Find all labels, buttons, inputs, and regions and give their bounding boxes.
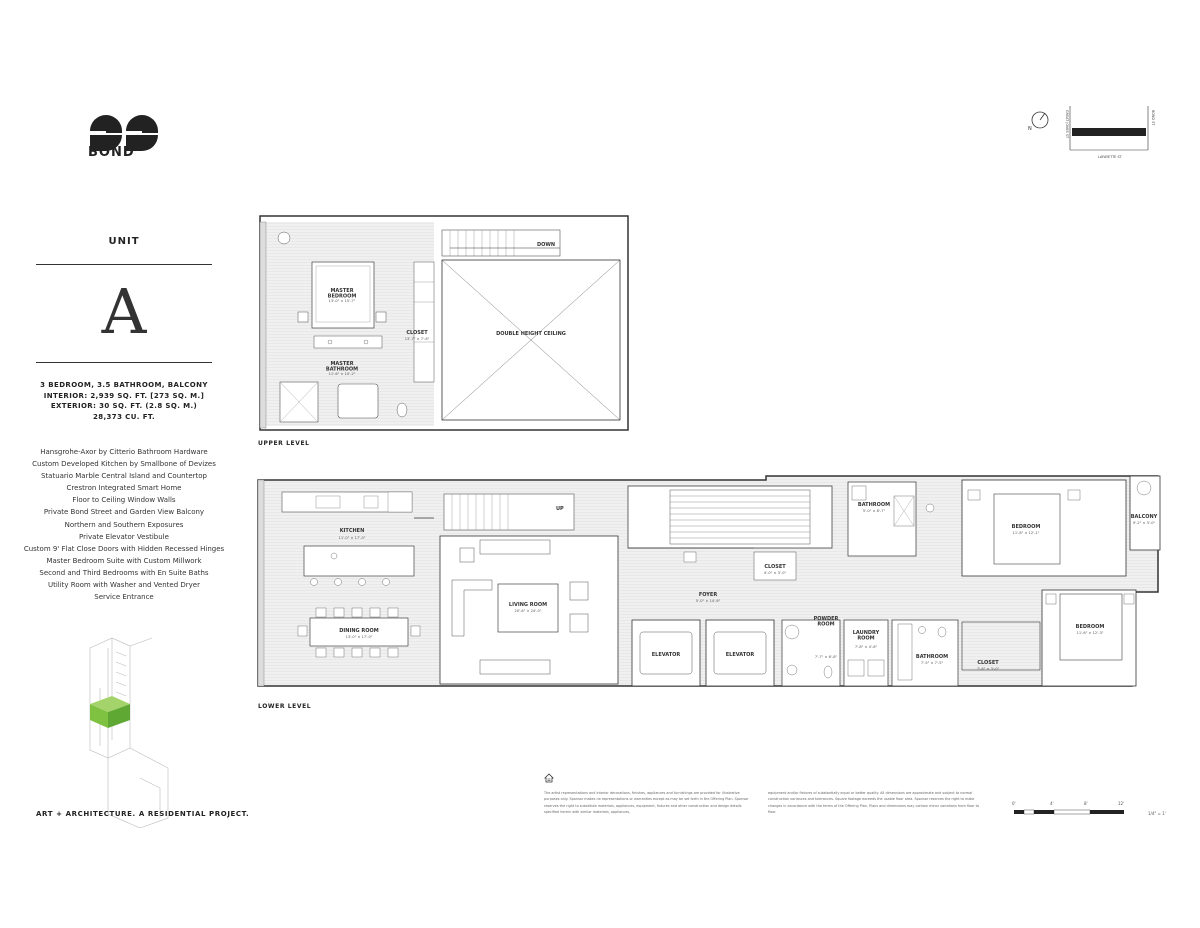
kitchen-label: KITCHEN — [339, 528, 365, 534]
closet1-dims: 4'-0" × 3'-0" — [763, 571, 787, 575]
feature-item: Crestron Integrated Smart Home — [66, 484, 182, 493]
lower-level-plan — [254, 472, 1166, 694]
scale-tick: 4' — [1050, 801, 1054, 806]
feature-item: Private Bond Street and Garden View Balcony — [43, 508, 205, 517]
feature-item: Northern and Southern Exposures — [64, 520, 184, 529]
upper-level-label: UPPER LEVEL — [258, 440, 310, 447]
bath1-dims: 7'-5" × 7'-5" — [920, 661, 944, 665]
closet1-label: CLOSET — [764, 564, 786, 570]
upper-level-plan — [254, 210, 634, 435]
bedroom2-dims: 11'-6" × 12'-3" — [1076, 631, 1104, 635]
bath2-label: BATHROOM — [857, 502, 891, 508]
feature-item: Private Elevator Vestibule — [79, 532, 169, 541]
unit-interior: INTERIOR: 2,939 SQ. FT. [273 SQ. M.] — [43, 391, 205, 400]
foyer-dims: 5'-0" × 14'-6" — [695, 599, 721, 603]
living-label: LIVING ROOM — [508, 602, 548, 608]
elevator1-label: ELEVATOR — [651, 652, 681, 658]
equal-housing-icon — [544, 773, 554, 783]
bath1-label: BATHROOM — [915, 654, 949, 660]
unit-specs — [36, 380, 212, 422]
bedroom1-label: BEDROOM — [1011, 524, 1041, 530]
elevator2-label: ELEVATOR — [725, 652, 755, 658]
scale-tick: 0' — [1012, 801, 1016, 806]
feature-item: Custom 9' Flat Close Doors with Hidden Recessed Hinges — [23, 544, 225, 553]
laundry-label: LAUNDRY ROOM — [852, 630, 880, 642]
closet-label: CLOSET — [406, 330, 428, 336]
stair-up-label: UP — [556, 506, 564, 512]
powder-dims: 7'-7" × 6'-8" — [814, 655, 838, 659]
powder-label: POWDER ROOM — [813, 616, 839, 628]
feature-item: Statuario Marble Central Island and Countertop — [40, 472, 207, 481]
scale-bar — [1010, 798, 1170, 822]
feature-item: Second and Third Bedrooms with En Suite Baths — [39, 568, 209, 577]
street-bottom: LAFAYETTE ST — [1098, 155, 1122, 159]
balcony-label: BALCONY — [1130, 514, 1158, 520]
north-label: N — [1028, 126, 1032, 132]
master-bathroom-label: MASTER BATHROOM — [325, 361, 359, 373]
brand-logo-word: BOND — [88, 145, 135, 160]
scale-tick: 12' — [1118, 801, 1125, 806]
closet2-dims: 7'-6" × 3'-0" — [976, 667, 1000, 671]
tagline: ART + ARCHITECTURE. A RESIDENTIAL PROJECT. — [36, 810, 250, 818]
kitchen-dims: 11'-0" × 17'-0" — [338, 536, 366, 540]
unit-volume: 28,373 CU. FT. — [92, 412, 156, 421]
feature-item: Hansgrohe-Axor by Citterio Bathroom Hardware — [40, 448, 208, 456]
closet-dims: 13'-7" × 7'-6" — [404, 337, 430, 341]
site-highlight — [1072, 128, 1146, 136]
balcony-dims: 9'-2" × 3'-0" — [1132, 521, 1156, 525]
feature-item: Utility Room with Washer and Vented Dryer — [47, 581, 200, 590]
living-dims: 20'-6" × 24'-0" — [514, 609, 542, 613]
dining-dims: 13'-0" × 17'-0" — [345, 635, 373, 639]
unit-label: UNIT — [108, 236, 140, 247]
disclaimer-col1: The artist representations and interior decorations, finishes, appliances and furnishings are provided for illustrative purposes only. Sponsor makes no representations or warranties except as may be set forth in the Offering Plan. Sponsor reserves the right to substitute materials, appliances, equipment, fixtures and other construction and design details specified herein with similar materials, appliances, — [544, 791, 749, 815]
key-plan — [1012, 100, 1172, 170]
building-axonometric — [60, 628, 190, 828]
stair-down-label: DOWN — [536, 242, 556, 248]
bedroom2-label: BEDROOM — [1075, 624, 1105, 630]
disclaimer-col2: equipment and/or fixtures of substantially equal or better quality. All dimensions are approximate and subject to normal construction variances and tolerances. Square footage exceeds the usable floor area. Sponsor reserves the right to make changes in accordance with the terms of the Offering Plan. Plans and dimensions may contain minor variations from floor to floor. — [768, 791, 980, 815]
unit-exterior: EXTERIOR: 30 SQ. FT. (2.8 SQ. M.) — [50, 402, 198, 410]
divider — [36, 264, 212, 265]
master-bathroom-dims: 11'-6" × 10'-2" — [328, 372, 356, 376]
foyer-label: FOYER — [698, 592, 718, 598]
street-right: BOND ST — [1151, 110, 1155, 126]
master-bedroom-dims: 13'-0" × 15'-7" — [328, 299, 356, 303]
laundry-dims: 7'-8" × 4'-6" — [854, 645, 878, 649]
scale-tick: 8' — [1084, 801, 1088, 806]
feature-list — [20, 446, 228, 603]
unit-letter: A — [101, 275, 147, 348]
double-height-label: DOUBLE HEIGHT CEILING — [496, 331, 566, 337]
divider — [36, 362, 212, 363]
feature-item: Service Entrance — [94, 593, 154, 602]
street-left: GREAT JONES ST — [1065, 110, 1069, 139]
feature-item: Floor to Ceiling Window Walls — [72, 496, 176, 505]
lower-level-label: LOWER LEVEL — [258, 703, 312, 710]
dining-label: DINING ROOM — [339, 628, 379, 634]
feature-item: Master Bedroom Suite with Custom Millwork — [46, 556, 202, 565]
feature-item: Custom Developed Kitchen by Smallbone of Devizes — [32, 460, 216, 469]
scale-ratio: 1/4" = 1' — [1148, 811, 1166, 816]
unit-summary: 3 BEDROOM, 3.5 BATHROOM, BALCONY — [40, 381, 208, 389]
bedroom1-dims: 11'-8" × 12'-1" — [1012, 531, 1040, 535]
master-bedroom-label: MASTER BEDROOM — [327, 288, 357, 300]
bath2-dims: 5'-0" × 8'-7" — [862, 509, 886, 513]
closet2-label: CLOSET — [977, 660, 999, 666]
